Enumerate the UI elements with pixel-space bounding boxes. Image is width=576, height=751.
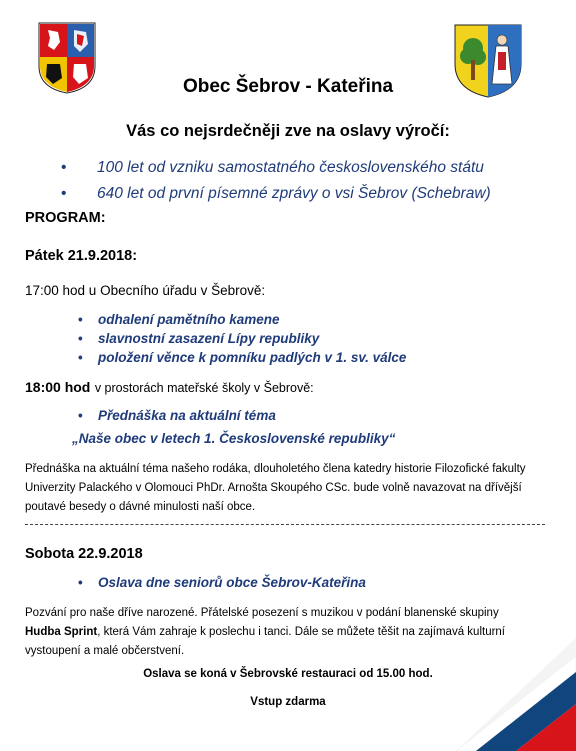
program-list-item <box>78 312 280 327</box>
bullet-icon: • <box>78 312 83 327</box>
program-item-text: Oslava dne seniorů obce Šebrov-Kateřina <box>98 575 366 590</box>
anniversary-text: 640 let od první písemné zprávy o vsi Šebrov (Schebraw) <box>97 185 491 202</box>
program-item-text: položení věnce k pomníku padlých v 1. sv. válce <box>98 350 407 365</box>
friday-description <box>25 460 565 517</box>
saturday-date: Sobota 22.9.2018 <box>25 546 143 562</box>
bullet-icon: • <box>78 408 83 423</box>
section-divider <box>25 524 545 525</box>
page-title: Obec Šebrov - Kateřina <box>182 76 394 97</box>
description-line <box>25 623 565 642</box>
saturday-description <box>25 604 565 661</box>
anniversary-item <box>61 159 484 177</box>
program-list-item <box>78 408 276 423</box>
program-list-item <box>78 350 407 365</box>
description-line: Přednáška na aktuální téma našeho rodáka, dlouholetého člena katedry historie Filozofické fakulty <box>25 463 526 475</box>
program-item-text: Přednáška na aktuální téma <box>98 408 276 423</box>
bullet-icon: • <box>61 185 67 202</box>
description-line: vystoupení a malé občerstvení. <box>25 645 185 657</box>
venue-line: Oslava se koná v Šebrovské restauraci od 15.00 hod. <box>143 668 433 680</box>
bullet-icon: • <box>78 331 83 346</box>
anniversary-item <box>61 185 491 203</box>
program-list-item <box>78 575 366 590</box>
anniversary-text: 100 let od vzniku samostatného československého státu <box>97 159 484 176</box>
invitation-line: Vás co nejsrdečněji zve na oslavy výročí: <box>126 122 450 140</box>
program-heading: PROGRAM: <box>25 210 106 226</box>
admission-line: Vstup zdarma <box>250 696 326 708</box>
description-line: Univerzity Palackého v Olomouci PhDr. Arnošta Skoupého CSc. bude volně navazovat na dřívější <box>25 482 522 494</box>
friday-event2-heading <box>25 379 314 397</box>
description-line: Pozvání pro naše dříve narozené. Přátelské posezení s muzikou v podání blanenské skupiny <box>25 607 499 619</box>
event2-time: 18:00 hod <box>25 379 91 395</box>
band-name: Hudba Sprint <box>25 626 98 638</box>
program-item-text: slavnostní zasazení Lípy republiky <box>98 331 320 346</box>
lecture-title: „Naše obec v letech 1. Československé republiky“ <box>72 431 396 446</box>
event2-place: v prostorách mateřské školy v Šebrově: <box>94 381 314 395</box>
program-item-text: odhalení pamětního kamene <box>98 312 280 327</box>
bullet-icon: • <box>61 159 67 176</box>
description-line: poutavé besedy o dávné minulosti naší obce. <box>25 501 256 513</box>
friday-event1-time-place: 17:00 hod u Obecního úřadu v Šebrově: <box>25 283 266 298</box>
bullet-icon: • <box>78 575 83 590</box>
program-list-item <box>78 331 320 346</box>
friday-date: Pátek 21.9.2018: <box>25 248 138 264</box>
description-text: , která Vám zahraje k poslechu i tanci. Dále se můžete těšit na zajímavá kulturní <box>97 626 506 638</box>
bullet-icon: • <box>78 350 83 365</box>
